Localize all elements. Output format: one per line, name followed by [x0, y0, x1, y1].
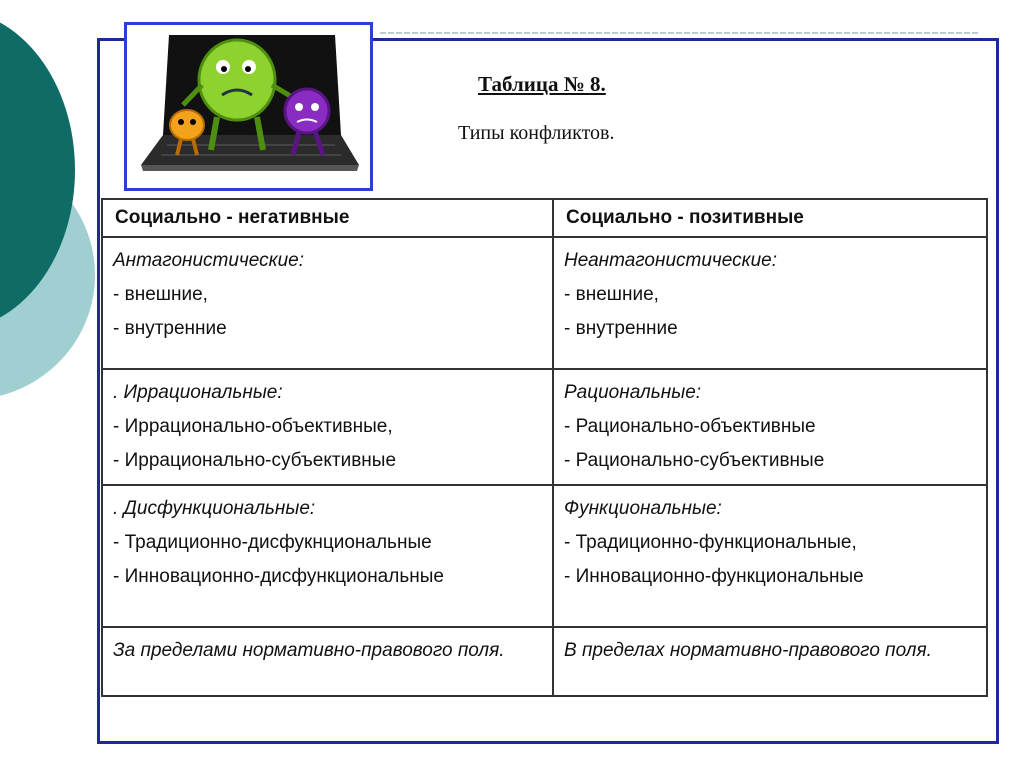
cell-item: - Иррационально-объективные,: [113, 416, 393, 437]
cell-item: - внутренние: [564, 318, 678, 339]
cell-category: Антагонистические:: [113, 250, 305, 271]
table-row: [102, 369, 987, 485]
cell-category: . Иррациональные:: [113, 382, 283, 403]
cell-category: В пределах нормативно-правового поля.: [564, 640, 932, 661]
table-title: Таблица № 8.: [478, 72, 606, 96]
conflict-types-table: [101, 198, 988, 697]
cell-item: - внешние,: [113, 284, 208, 305]
table-cell: [553, 237, 987, 369]
cell-category: Функциональные:: [564, 498, 722, 519]
table-cell: [102, 237, 553, 369]
germs-laptop-illustration: [124, 22, 373, 191]
table-subtitle: Типы конфликтов.: [458, 122, 615, 144]
header-positive: Социально - позитивные: [553, 199, 987, 237]
table-cell: [553, 485, 987, 627]
header-negative: Социально - негативные: [102, 199, 553, 237]
cell-item: - Иррационально-субъективные: [113, 450, 397, 471]
cell-item: - Рационально-субъективные: [564, 450, 825, 471]
cell-item: - Традиционно-функциональные,: [564, 532, 857, 553]
cell-item: - Инновационно-дисфункциональные: [113, 566, 444, 587]
cell-item: - Инновационно-функциональные: [564, 566, 864, 587]
cell-item: - Рационально-объективные: [564, 416, 816, 437]
table-row: [102, 627, 987, 696]
frame-top-dashed-line: [380, 32, 980, 34]
cell-item: - внешние,: [564, 284, 659, 305]
table-cell: [102, 369, 553, 485]
table-header-row: [102, 199, 987, 237]
germs-laptop-icon: [127, 25, 370, 188]
table-row: [102, 237, 987, 369]
laptop-base: [141, 135, 359, 165]
table-cell: [102, 627, 553, 696]
cell-category: Неантагонистические:: [564, 250, 777, 271]
cell-category: Рациональные:: [564, 382, 702, 403]
table-row: [102, 485, 987, 627]
cell-item: - Традиционно-дисфукнциональные: [113, 532, 432, 553]
table-cell: [553, 369, 987, 485]
table-cell: [553, 627, 987, 696]
cell-category: За пределами нормативно-правового поля.: [113, 640, 505, 661]
table-cell: [102, 485, 553, 627]
cell-item: - внутренние: [113, 318, 227, 339]
cell-category: . Дисфункциональные:: [113, 498, 316, 519]
